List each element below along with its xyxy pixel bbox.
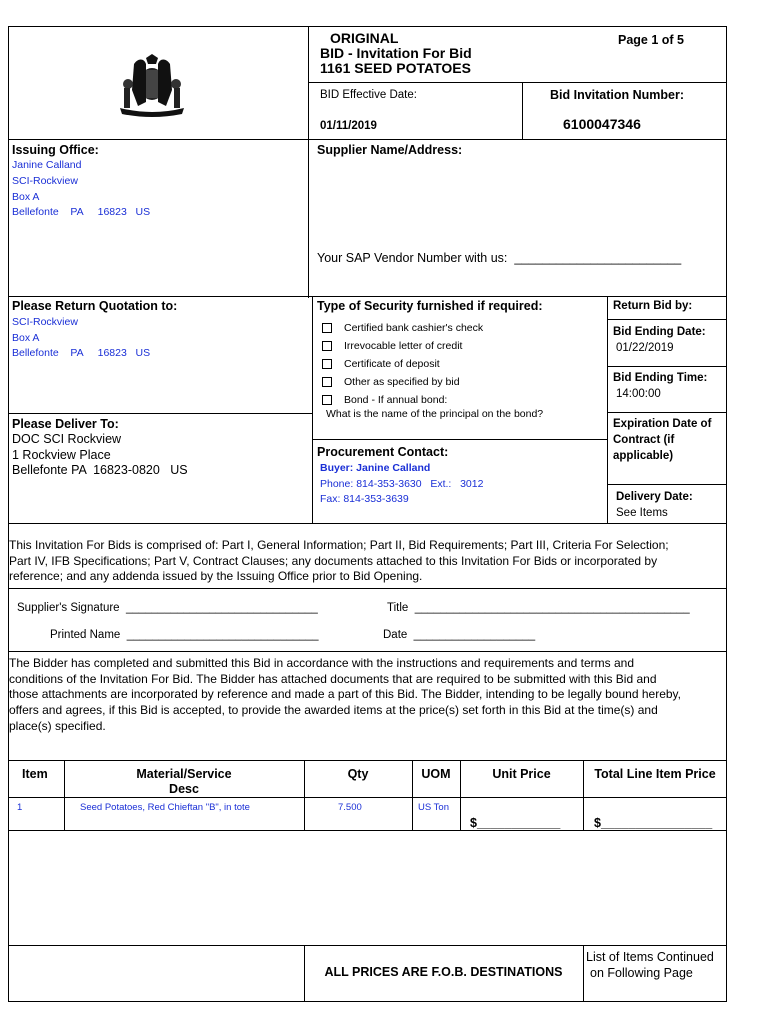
vendor-number-field[interactable]: Your SAP Vendor Number with us: ________________________ — [317, 251, 682, 265]
bid-ending-date: 01/22/2019 — [616, 342, 674, 354]
effective-date: 01/11/2019 — [320, 120, 377, 132]
header-invitation-divider — [522, 82, 523, 139]
section-line-1 — [8, 523, 727, 524]
table-header-total: Total Line Item Price — [594, 767, 716, 781]
table-cell-item: 1 — [17, 802, 23, 813]
buyer-name: Buyer: Janine Calland — [320, 462, 431, 474]
table-cell-qty: 7.500 — [338, 802, 362, 813]
table-header-unit-price: Unit Price — [492, 767, 551, 781]
security-option-label: Certified bank cashier's check — [344, 322, 484, 334]
continued-note: List of Items Continued — [586, 950, 714, 964]
table-cell-desc: Seed Potatoes, Red Chieftan "B", in tote — [80, 802, 250, 813]
table-bottom-line — [8, 830, 727, 831]
section-line-3 — [8, 651, 727, 652]
invitation-paragraph-line: reference; and any addenda issued by the Issuing Office prior to Bid Opening. — [9, 569, 423, 583]
security-label: Type of Security furnished if required: — [317, 299, 543, 313]
bidder-paragraph-line: The Bidder has completed and submitted this Bid in accordance with the instructions and requirements and terms and — [9, 656, 635, 670]
checkbox-icon[interactable] — [322, 359, 332, 369]
section-line-4 — [8, 760, 727, 761]
header-bottom-line — [8, 139, 727, 140]
invitation-number-label: Bid Invitation Number: — [550, 88, 685, 102]
checkbox-icon[interactable] — [322, 377, 332, 387]
printed-name-field[interactable]: Printed Name ______________________________ — [50, 629, 319, 641]
security-option-label: Bond - If annual bond: — [344, 394, 448, 406]
doc-type: ORIGINAL — [330, 30, 399, 46]
bid-ending-date-label: Bid Ending Date: — [613, 326, 706, 338]
buyer-phone: Phone: 814-353-3630 Ext.: 3012 — [320, 478, 484, 490]
invitation-number: 6100047346 — [563, 116, 641, 132]
expiration-line — [607, 412, 727, 413]
return-quotation-line: Box A — [12, 332, 40, 344]
security-option[interactable] — [322, 357, 440, 371]
page-number: Page 1 of 5 — [618, 33, 684, 47]
invitation-paragraph-line: Part IV, IFB Specifications; Part V, Contract Clauses; any documents attached to this Invitation For Bids or incorporated by — [9, 554, 658, 568]
table-header-uom: UOM — [421, 767, 451, 781]
bid-type: BID - Invitation For Bid — [320, 45, 472, 61]
unit-price-field[interactable]: $____________ — [470, 816, 561, 830]
bidder-paragraph-line: conditions of the Invitation For Bid. The Bidder has attached documents that are required to be submitted with this Bid and — [9, 672, 657, 686]
delivery-date-label: Delivery Date: — [616, 491, 693, 503]
state-seal-icon — [112, 54, 192, 118]
bidder-paragraph-line: offers and agrees, if this Bid is accepted, to provide the awarded items at the price(s) set forth in this Bid at the time(s) and — [9, 703, 658, 717]
procurement-line — [312, 439, 607, 440]
issuing-office-line: Bellefonte PA 16823 US — [12, 206, 151, 218]
security-option[interactable] — [322, 393, 447, 407]
fob-note: ALL PRICES ARE F.O.B. DESTINATIONS — [324, 965, 563, 979]
bid-ending-time-label: Bid Ending Time: — [613, 372, 708, 384]
table-cell-uom: US Ton — [418, 802, 449, 813]
delivery-line — [607, 484, 727, 485]
table-header-desc: Desc — [169, 782, 199, 796]
expiration-label: applicable) — [613, 450, 674, 462]
security-option-label: Other as specified by bid — [344, 376, 460, 388]
table-header-qty: Qty — [347, 767, 369, 781]
footer-top-line — [8, 945, 727, 946]
total-price-field[interactable]: $________________ — [594, 816, 713, 830]
checkbox-icon[interactable] — [322, 395, 332, 405]
bid-date-line — [607, 319, 727, 320]
security-option[interactable] — [322, 321, 483, 335]
security-option[interactable] — [322, 339, 462, 353]
issuing-office-label: Issuing Office: — [12, 143, 99, 157]
table-header-item: Item — [22, 767, 48, 781]
return-bid-label: Return Bid by: — [613, 300, 693, 312]
checkbox-icon[interactable] — [322, 341, 332, 351]
bid-title: 1161 SEED POTATOES — [320, 60, 471, 76]
invitation-paragraph-line: This Invitation For Bids is comprised of: Part I, General Information; Part II, Bid Requirements; Part III, Criteria For Selection; — [9, 538, 669, 552]
checkbox-icon[interactable] — [322, 323, 332, 333]
security-option-label: Irrevocable letter of credit — [344, 340, 463, 352]
right-divider — [607, 296, 608, 523]
mid-divider — [312, 296, 313, 523]
expiration-label: Contract (if — [613, 434, 675, 446]
row2-bottom-line — [8, 296, 727, 297]
bid-ending-time: 14:00:00 — [616, 388, 661, 400]
header-subrow-line — [308, 82, 727, 83]
supplier-label: Supplier Name/Address: — [317, 143, 463, 157]
expiration-label: Expiration Date of — [613, 418, 712, 430]
bid-time-line — [607, 366, 727, 367]
return-quotation-line: Bellefonte PA 16823 US — [12, 347, 151, 359]
effective-date-label: BID Effective Date: — [320, 89, 417, 101]
security-option[interactable] — [322, 375, 460, 389]
deliver-line — [8, 413, 312, 414]
deliver-to-line: DOC SCI Rockview — [12, 432, 122, 446]
return-quotation-line: SCI-Rockview — [12, 316, 78, 328]
title-field[interactable]: Title ___________________________________________ — [387, 602, 690, 614]
continued-note: on Following Page — [590, 966, 693, 980]
footer-col-2 — [583, 945, 584, 1002]
section-line-2 — [8, 588, 727, 589]
buyer-fax: Fax: 814-353-3639 — [320, 493, 409, 505]
bidder-paragraph-line: place(s) specified. — [9, 719, 106, 733]
procurement-label: Procurement Contact: — [317, 445, 449, 459]
bidder-paragraph-line: those attachments are incorporated by reference and made a part of this Bid. The Bidder, intending to be legally bound hereby, — [9, 687, 681, 701]
header-divider — [308, 26, 309, 298]
return-quotation-label: Please Return Quotation to: — [12, 299, 178, 313]
date-field[interactable]: Date ___________________ — [383, 629, 536, 641]
issuing-office-line: Janine Calland — [12, 159, 82, 171]
supplier-signature-field[interactable]: Supplier's Signature ______________________________ — [17, 602, 318, 614]
deliver-to-line: 1 Rockview Place — [12, 448, 111, 462]
table-header-material: Material/Service — [136, 767, 232, 781]
principal-question: What is the name of the principal on the bond? — [326, 408, 544, 420]
deliver-to-line: Bellefonte PA 16823-0820 US — [12, 463, 188, 477]
table-row-line — [8, 797, 727, 798]
delivery-date-value: See Items — [616, 507, 668, 519]
security-option-label: Certificate of deposit — [344, 358, 440, 370]
issuing-office-line: Box A — [12, 191, 40, 203]
deliver-to-label: Please Deliver To: — [12, 417, 119, 431]
issuing-office-line: SCI-Rockview — [12, 175, 78, 187]
